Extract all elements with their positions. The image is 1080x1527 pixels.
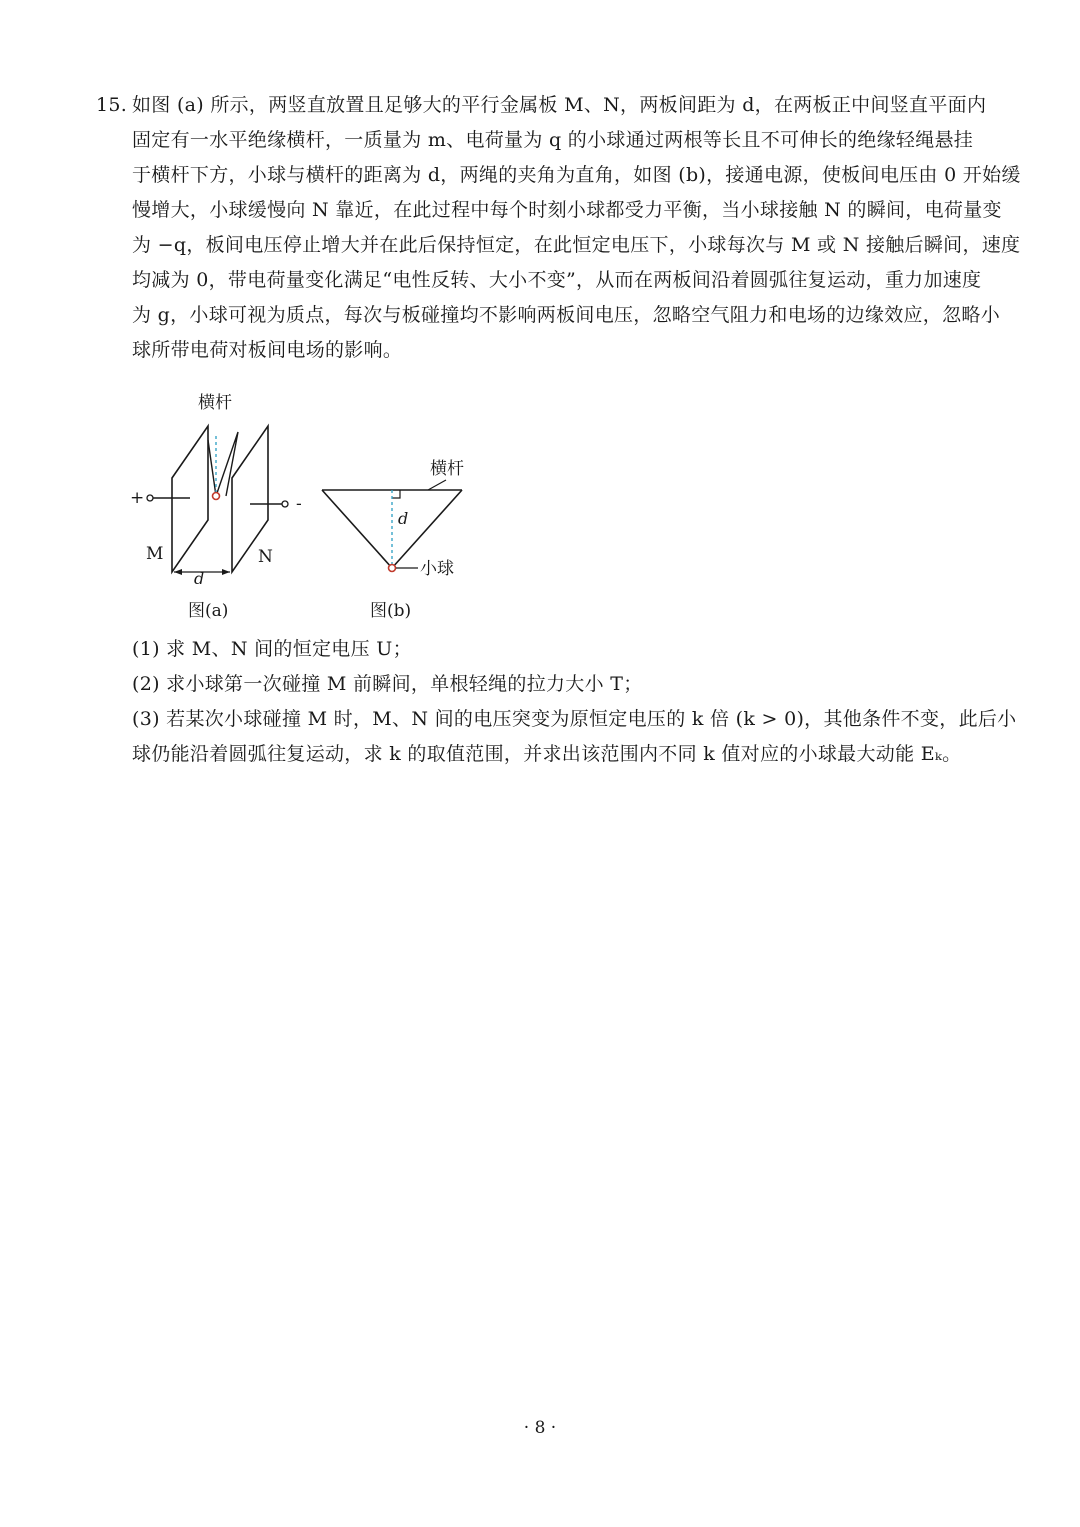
- plus-label: +: [130, 488, 145, 508]
- sub-questions: [132, 632, 1017, 772]
- rod-leader: [428, 480, 446, 490]
- problem-line-7: 为 g，小球可视为质点，每次与板碰撞均不影响两板间电压，忽略空气阻力和电场的边缘效应，忽略小: [132, 304, 1001, 326]
- string-front: [216, 432, 238, 496]
- sub-question-3-line-1: (3) 若某次小球碰撞 M 时，M、N 间的电压突变为原恒定电压的 k 倍 (k > 0)，其他条件不变，此后小: [132, 708, 1017, 730]
- page-number: · 8 ·: [523, 1418, 557, 1438]
- ball-label: 小球: [420, 559, 454, 579]
- figure-a-diagram: [120, 388, 320, 628]
- distance-label-a: d: [194, 569, 205, 588]
- problem-line-4: 慢增大，小球缓慢向 N 靠近，在此过程中每个时刻小球都受力平衡，当小球接触 N 的瞬间，电荷量变: [132, 199, 1002, 221]
- plate-m-label: M: [146, 544, 164, 564]
- sub-question-3-line-2: 球仍能沿着圆弧往复运动，求 k 的取值范围，并求出该范围内不同 k 值对应的小球最大动能 Eₖ。: [132, 743, 962, 765]
- problem-line-1: 15. 如图 (a) 所示，两竖直放置且足够大的平行金属板 M、N，两板间距为 d，在两板正中间竖直平面内: [96, 88, 988, 123]
- question-number: 15.: [96, 94, 128, 116]
- string-left: [322, 490, 392, 568]
- figure-a-caption: 图(a): [188, 601, 229, 621]
- string-right: [392, 490, 462, 568]
- sub-question-2: (2) 求小球第一次碰撞 M 前瞬间，单根轻绳的拉力大小 T；: [132, 673, 643, 695]
- arrow-head-left: [174, 569, 182, 575]
- plate-n-label: N: [258, 547, 273, 567]
- problem-line-3: 于横杆下方，小球与横杆的距离为 d，两绳的夹角为直角，如图 (b)，接通电源，使板间电压由 0 开始缓: [132, 164, 1021, 186]
- terminal-n: [282, 501, 288, 507]
- problem-line-2: 固定有一水平绝缘横杆，一质量为 m、电荷量为 q 的小球通过两根等长且不可伸长的绝缘轻绳悬挂: [132, 129, 974, 151]
- right-angle-mark: [392, 490, 400, 498]
- string-back: [208, 440, 216, 496]
- terminal-m: [147, 495, 153, 501]
- minus-label: -: [296, 494, 302, 514]
- distance-label-b: d: [398, 509, 409, 528]
- problem-line-6: 均减为 0，带电荷量变化满足“电性反转、大小不变”，从而在两板间沿着圆弧往复运动，重力加速度: [132, 269, 982, 291]
- arrow-head-right: [222, 569, 230, 575]
- ball-b: [389, 565, 396, 572]
- problem-line-5: 为 −q，板间电压停止增大并在此后保持恒定，在此恒定电压下，小球每次与 M 或 N 接触后瞬间，速度: [132, 234, 1021, 256]
- plate-m: [172, 426, 208, 572]
- figure-b-diagram: [316, 448, 496, 628]
- rod-label-b: 横杆: [430, 459, 464, 479]
- figure-b-caption: 图(b): [370, 601, 412, 621]
- ball: [213, 493, 220, 500]
- problem-statement: [96, 88, 1021, 368]
- problem-line-8: 球所带电荷对板间电场的影响。: [132, 339, 403, 361]
- sub-question-1: (1) 求 M、N 间的恒定电压 U；: [132, 638, 412, 660]
- rod-label-a: 横杆: [198, 393, 232, 413]
